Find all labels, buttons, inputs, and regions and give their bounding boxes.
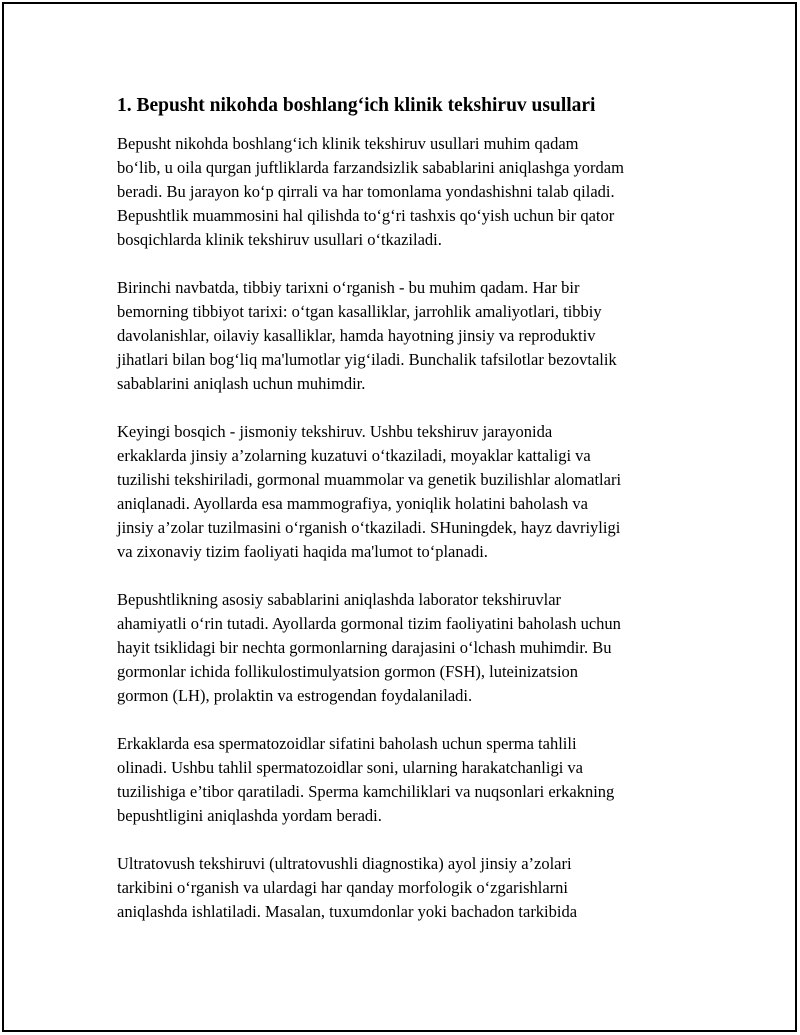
- text-line: va zixonaviy tizim faoliyati haqida ma'lumot to‘planadi.: [117, 542, 488, 561]
- text-line: erkaklarda jinsiy a’zolarning kuzatuvi o‘tkaziladi, moyaklar kattaligi va: [117, 446, 591, 465]
- text-line: bepushtligini aniqlashda yordam beradi.: [117, 806, 382, 825]
- text-line: Bepusht nikohda boshlang‘ich klinik tekshiruv usullari muhim qadam: [117, 134, 579, 153]
- paragraph-medical-history: [117, 276, 692, 396]
- paragraph-intro: [117, 132, 692, 252]
- text-line: gormon (LH), prolaktin va estrogendan foydalaniladi.: [117, 686, 473, 705]
- section-heading: 1. Bepusht nikohda boshlang‘ich klinik tekshiruv usullari: [117, 95, 596, 116]
- text-line: Birinchi navbatda, tibbiy tarixni o‘rganish - bu muhim qadam. Har bir: [117, 278, 580, 297]
- text-line: Bepushtlikning asosiy sabablarini aniqlashda laborator tekshiruvlar: [117, 590, 562, 609]
- paragraph-ultrasound: [117, 852, 692, 924]
- text-line: olinadi. Ushbu tahlil spermatozoidlar soni, ularning harakatchanligi va: [117, 758, 584, 777]
- text-line: aniqlanadi. Ayollarda esa mammografiya, yoniqlik holatini baholash va: [117, 494, 588, 513]
- text-line: ahamiyatli o‘rin tutadi. Ayollarda gormonal tizim faoliyatini baholash uchun: [117, 614, 621, 633]
- text-line: hayit tsiklidagi bir nechta gormonlarning darajasini o‘lchash muhimdir. Bu: [117, 638, 612, 657]
- text-line: tarkibini o‘rganish va ulardagi har qanday morfologik o‘zgarishlarni: [117, 878, 569, 897]
- paragraph-sperm-analysis: [117, 732, 692, 828]
- text-line: sabablarini aniqlash uchun muhimdir.: [117, 374, 366, 393]
- text-line: bo‘lib, u oila qurgan juftliklarda farzandsizlik sabablarini aniqlashga yordam: [117, 158, 624, 177]
- text-line: beradi. Bu jarayon ko‘p qirrali va har tomonlama yondashishni talab qiladi.: [117, 182, 615, 201]
- text-line: Bepushtlik muammosini hal qilishda to‘g‘ri tashxis qo‘yish uchun bir qator: [117, 206, 615, 225]
- document-body: [117, 93, 692, 948]
- text-line: jihatlari bilan bog‘liq ma'lumotlar yig‘iladi. Bunchalik tafsilotlar bezovtalik: [117, 350, 617, 369]
- text-line: Ultratovush tekshiruvi (ultratovushli diagnostika) ayol jinsiy a’zolari: [117, 854, 572, 873]
- text-line: Keyingi bosqich - jismoniy tekshiruv. Ushbu tekshiruv jarayonida: [117, 422, 553, 441]
- text-line: jinsiy a’zolar tuzilmasini o‘rganish o‘tkaziladi. SHuningdek, hayz davriyligi: [117, 518, 621, 537]
- text-line: gormonlar ichida follikulostimulyatsion gormon (FSH), luteinizatsion: [117, 662, 579, 681]
- text-line: bemorning tibbiyot tarixi: o‘tgan kasalliklar, jarrohlik amaliyotlari, tibbiy: [117, 302, 602, 321]
- paragraph-laboratory-tests: [117, 588, 692, 708]
- text-line: davolanishlar, oilaviy kasalliklar, hamda hayotning jinsiy va reproduktiv: [117, 326, 596, 345]
- text-line: Erkaklarda esa spermatozoidlar sifatini baholash uchun sperma tahlili: [117, 734, 577, 753]
- text-line: tuzilishi tekshiriladi, gormonal muammolar va genetik buzilishlar alomatlari: [117, 470, 622, 489]
- text-line: tuzilishiga e’tibor qaratiladi. Sperma kamchiliklari va nuqsonlari erkakning: [117, 782, 615, 801]
- text-line: aniqlashda ishlatiladi. Masalan, tuxumdonlar yoki bachadon tarkibida: [117, 902, 578, 921]
- text-line: bosqichlarda klinik tekshiruv usullari o‘tkaziladi.: [117, 230, 442, 249]
- paragraph-physical-exam: [117, 420, 692, 564]
